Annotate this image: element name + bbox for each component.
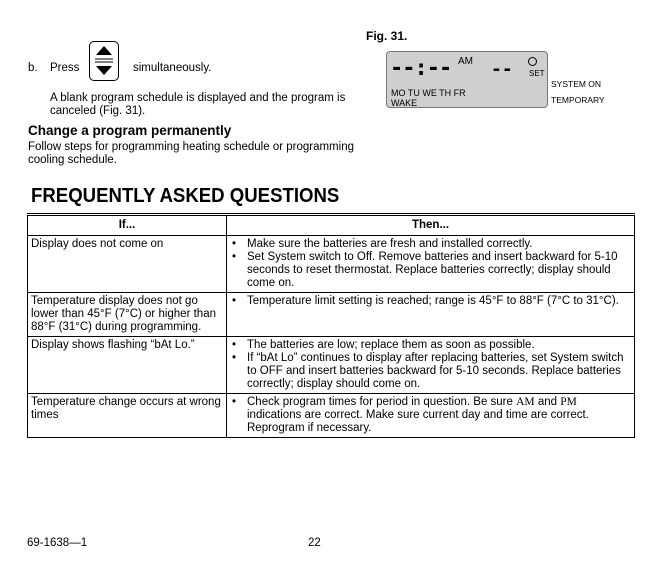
lcd-set-circle-icon — [528, 57, 537, 66]
lcd-temperature: -- — [491, 59, 513, 80]
change-program-heading: Change a program permanently — [28, 123, 232, 138]
pm-text: PM — [560, 396, 577, 408]
faq-col-then: Then... — [227, 215, 635, 236]
lcd-set-label: SET — [529, 69, 545, 78]
faq-if-cell: Display does not come on — [28, 236, 227, 293]
faq-table — [27, 213, 635, 438]
step-result-text: A blank program schedule is displayed and the program is canceled (Fig. 31). — [50, 92, 346, 117]
faq-then-text: indications are correct. Make sure current day and time are correct. Reprogram if necessary. — [247, 409, 589, 434]
faq-then-item — [230, 396, 631, 435]
thermostat-lcd-display — [386, 51, 548, 108]
faq-then-text: and — [534, 396, 561, 408]
faq-row — [28, 293, 635, 337]
faq-then-item: • The batteries are low; replace them as soon as possible. — [230, 339, 631, 352]
step-press-text: Press — [50, 62, 80, 74]
faq-col-if: If... — [28, 215, 227, 236]
faq-then-cell — [227, 394, 635, 438]
faq-then-cell — [227, 337, 635, 394]
figure-label: Fig. 31. — [366, 29, 408, 43]
faq-if-cell: Display shows flashing “bAt Lo.” — [28, 337, 227, 394]
faq-row — [28, 394, 635, 438]
change-program-body: Follow steps for programming heating schedule or programming cooling schedule. — [28, 141, 354, 166]
faq-row — [28, 337, 635, 394]
faq-then-item: • Make sure the batteries are fresh and installed correctly. — [230, 238, 631, 251]
faq-header-row — [28, 215, 635, 236]
temporary-label: TEMPORARY — [551, 95, 605, 105]
system-on-label: SYSTEM ON — [551, 79, 602, 89]
footer-doc-number: 69-1638—1 — [27, 537, 88, 549]
footer-page-number: 22 — [308, 537, 321, 549]
lcd-period: WAKE — [391, 98, 418, 108]
faq-row — [28, 236, 635, 293]
faq-then-cell — [227, 293, 635, 337]
lcd-time: --:-- — [390, 56, 452, 81]
step-simultaneously-text: simultaneously. — [133, 62, 212, 74]
faq-if-cell: Temperature display does not go lower than 45°F (7°C) or higher than 88°F (31°C) during programming. — [28, 293, 227, 337]
faq-then-cell — [227, 236, 635, 293]
faq-then-text: Check program times for period in question. Be sure — [247, 396, 517, 408]
faq-if-cell: Temperature change occurs at wrong times — [28, 394, 227, 438]
faq-then-item: • If “bAt Lo” continues to display after replacing batteries, set System switch to OFF and insert batteries backward for 5-10 seconds. Replace batteries correctly; display should come on. — [230, 352, 631, 391]
faq-heading: FREQUENTLY ASKED QUESTIONS — [31, 185, 340, 207]
am-text: AM — [516, 396, 535, 408]
up-down-arrows-icon — [90, 42, 118, 80]
faq-then-item: • Set System switch to Off. Remove batteries and insert backward for 5-10 seconds to reset thermostat. Replace batteries correctly; display should come on. — [230, 251, 631, 290]
lcd-am-indicator: AM — [458, 56, 473, 67]
step-letter: b. — [28, 62, 38, 74]
faq-then-item: • Temperature limit setting is reached; range is 45°F to 88°F (7°C to 31°C). — [230, 295, 631, 308]
lcd-days: MO TU WE TH FR — [391, 88, 466, 98]
up-down-key-icon — [89, 41, 119, 81]
